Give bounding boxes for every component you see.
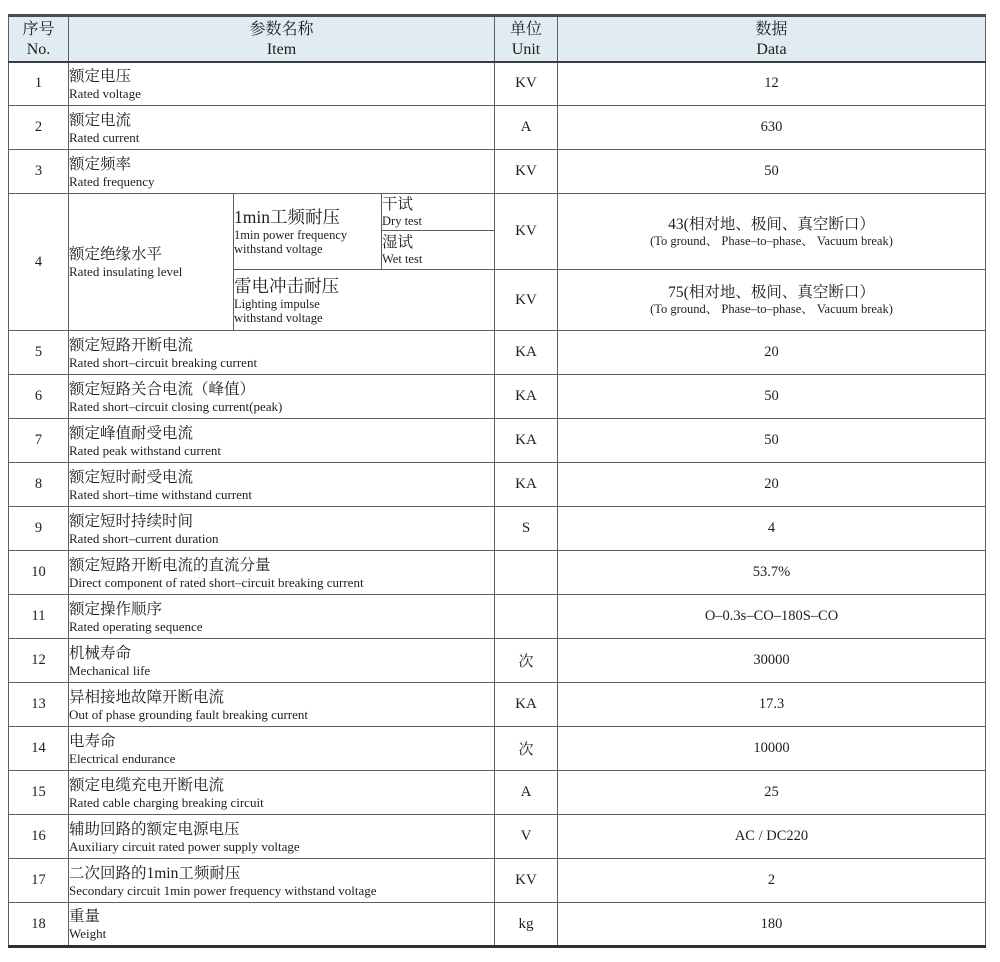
item-label-en: Rated short–current duration [69,530,219,546]
cell-data: 20 [558,331,986,375]
cell-item [69,903,495,947]
item-label-zh: 额定频率 [69,155,132,173]
cell-wet-test [382,231,495,270]
cell-item [69,859,495,903]
table-row [9,595,986,639]
cell-unit: 次 [495,639,558,683]
cell-no: 4 [9,194,69,331]
item-label-zh: 重量 [69,908,101,925]
pf-label-zh: 1min工频耐压 [234,207,340,227]
item-label-en: Direct component of rated short–circuit breaking current [69,574,364,590]
cell-no: 16 [9,815,69,859]
item-label-en: Electrical endurance [69,750,176,766]
table-row [9,727,986,771]
cell-unit: KV [495,150,558,194]
cell-data: 180 [558,903,986,947]
cell-no: 3 [9,150,69,194]
item-label-en: Rated short–circuit breaking current [69,354,258,370]
header-cell-no [9,16,69,62]
cell-unit: KA [495,683,558,727]
item-label-zh: 额定电流 [69,111,132,129]
cell-no: 15 [9,771,69,815]
cell-unit [495,595,558,639]
cell-no: 10 [9,551,69,595]
item-label-zh: 额定操作顺序 [69,600,163,618]
pf-data-en: (To ground、 Phase–to–phase、 Vacuum break) [650,233,893,248]
li-label-en-1: Lighting impulse [234,296,320,311]
item-label-zh: 额定短时持续时间 [69,512,194,530]
table-row [9,507,986,551]
item-label-en: Rated operating sequence [69,618,203,634]
item-label-en: Rated frequency [69,173,155,189]
item-label-zh: 辅助回路的额定电源电压 [69,820,240,838]
item-label-zh: 额定短时耐受电流 [69,468,194,486]
cell-data-lightning-impulse [558,270,986,331]
item-label-en: Auxiliary circuit rated power supply voltage [69,838,300,854]
table-row [9,903,986,947]
table-row [9,551,986,595]
cell-no: 7 [9,419,69,463]
cell-data: 30000 [558,639,986,683]
cell-item [69,106,495,150]
cell-dry-test [382,194,495,231]
cell-data: AC / DC220 [558,815,986,859]
table-row [9,771,986,815]
cell-unit: kg [495,903,558,947]
header-cell-unit [495,16,558,62]
wet-test-zh: 湿试 [382,234,414,251]
li-label-en-2: withstand voltage [234,310,323,325]
li-label-zh: 雷电冲击耐压 [234,275,339,296]
table-header-row [9,16,986,62]
table-row [9,106,986,150]
pf-data-zh: 43(相对地、极间、真空断口） [668,215,875,233]
header-item-en: Item [266,40,297,58]
cell-lightning-impulse [234,270,495,331]
cell-unit: 次 [495,727,558,771]
table-row [9,683,986,727]
table-row [9,62,986,106]
cell-power-frequency-withstand [234,194,382,270]
cell-data: O–0.3s–CO–180S–CO [558,595,986,639]
cell-item [69,375,495,419]
header-unit-zh: 单位 [509,20,542,38]
cell-no: 11 [9,595,69,639]
table-row [9,419,986,463]
cell-no: 9 [9,507,69,551]
cell-unit: KV [495,859,558,903]
table-row [9,150,986,194]
cell-data: 10000 [558,727,986,771]
cell-item [69,815,495,859]
item-label-en: Rated peak withstand current [69,442,221,458]
dry-test-zh: 干试 [382,196,414,213]
table-row-4 [9,194,986,231]
cell-unit: KA [495,331,558,375]
cell-no: 14 [9,727,69,771]
cell-unit: KV [495,194,558,270]
table-row [9,463,986,507]
header-data-en: Data [756,40,787,58]
item-label-en: Rated insulating level [69,264,183,279]
li-data-en: (To ground、 Phase–to–phase、 Vacuum break) [650,302,893,316]
dry-test-en: Dry test [382,214,422,228]
item-label-en: Mechanical life [69,662,151,678]
table-row [9,815,986,859]
item-label-zh: 额定峰值耐受电流 [69,424,194,442]
item-label-en: Rated voltage [69,85,141,101]
cell-item [69,595,495,639]
table-row [9,639,986,683]
item-label-zh: 异相接地故障开断电流 [69,688,225,706]
cell-no: 12 [9,639,69,683]
table-row [9,375,986,419]
header-data-zh: 数据 [755,20,788,38]
spec-table-container [8,14,986,948]
cell-item [69,419,495,463]
cell-item [69,62,495,106]
cell-unit: A [495,771,558,815]
cell-no: 6 [9,375,69,419]
item-label-en: Secondary circuit 1min power frequency withstand voltage [69,882,377,898]
cell-item-insulating-level [69,194,234,331]
header-cell-data [558,16,986,62]
cell-item [69,331,495,375]
item-label-zh: 额定短路开断电流 [69,336,194,354]
cell-no: 2 [9,106,69,150]
cell-data: 50 [558,419,986,463]
cell-unit: KV [495,62,558,106]
header-no-zh: 序号 [22,20,55,38]
cell-unit: KA [495,375,558,419]
cell-unit: KA [495,419,558,463]
cell-data: 50 [558,375,986,419]
cell-no: 1 [9,62,69,106]
cell-data: 25 [558,771,986,815]
cell-data: 2 [558,859,986,903]
cell-item [69,463,495,507]
cell-no: 18 [9,903,69,947]
cell-no: 8 [9,463,69,507]
li-data-zh: 75(相对地、极间、真空断口） [668,284,875,301]
cell-unit: V [495,815,558,859]
item-label-en: Out of phase grounding fault breaking current [69,706,308,722]
cell-item [69,507,495,551]
table-row [9,331,986,375]
table-row [9,859,986,903]
header-item-zh: 参数名称 [249,20,314,38]
pf-label-en-2: withstand voltage [234,242,323,256]
cell-unit: KV [495,270,558,331]
cell-data: 20 [558,463,986,507]
spec-table [8,14,986,948]
item-label-zh: 额定电缆充电开断电流 [69,776,225,794]
item-label-zh: 电寿命 [69,732,116,750]
item-label-en: Rated short–circuit closing current(peak) [69,398,283,414]
cell-item [69,683,495,727]
cell-item [69,150,495,194]
cell-unit [495,551,558,595]
item-label-zh: 额定电压 [69,67,132,85]
cell-no: 17 [9,859,69,903]
header-unit-en: Unit [511,40,541,58]
cell-data: 17.3 [558,683,986,727]
cell-no: 5 [9,331,69,375]
item-label-zh: 机械寿命 [69,644,132,662]
header-no-en: No. [26,40,51,58]
pf-label-en-1: 1min power frequency [234,228,348,242]
header-cell-item [69,16,495,62]
item-label-en: Rated cable charging breaking circuit [69,794,264,810]
item-label-zh: 二次回路的1min工频耐压 [69,864,241,882]
cell-unit: KA [495,463,558,507]
item-label-en: Weight [69,926,107,941]
cell-data: 630 [558,106,986,150]
item-label-zh: 额定短路关合电流（峰值） [69,380,256,398]
item-label-zh: 额定短路开断电流的直流分量 [69,556,271,574]
item-label-zh: 额定绝缘水平 [69,246,163,263]
cell-data: 4 [558,507,986,551]
cell-data-power-frequency [558,194,986,270]
cell-data: 12 [558,62,986,106]
cell-data: 53.7% [558,551,986,595]
cell-data: 50 [558,150,986,194]
cell-item [69,551,495,595]
wet-test-en: Wet test [382,252,423,266]
cell-item [69,639,495,683]
cell-unit: A [495,106,558,150]
item-label-en: Rated short–time withstand current [69,486,253,502]
cell-no: 13 [9,683,69,727]
cell-item [69,727,495,771]
cell-item [69,771,495,815]
cell-unit: S [495,507,558,551]
item-label-en: Rated current [69,129,140,145]
